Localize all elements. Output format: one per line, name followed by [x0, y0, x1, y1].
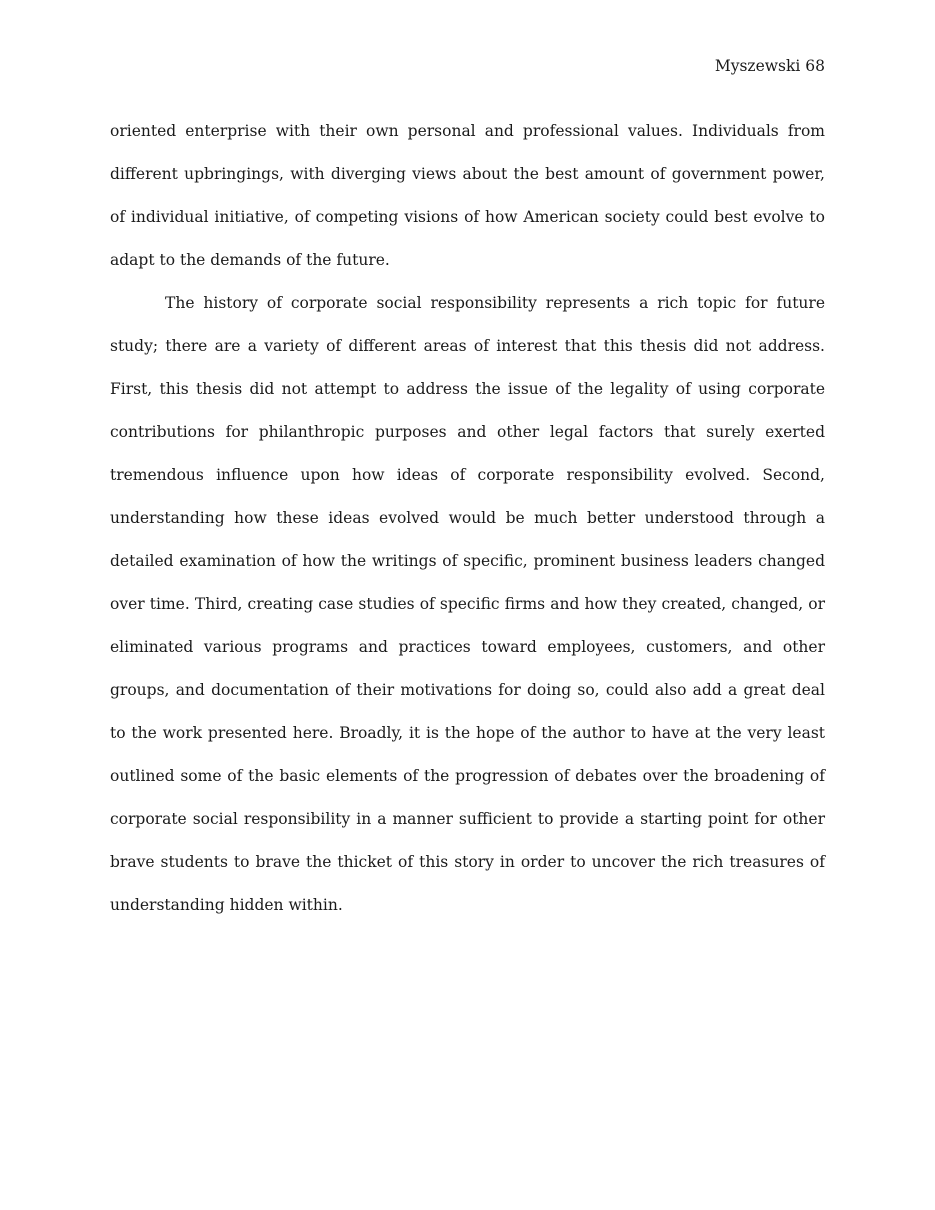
paragraph-continuation: oriented enterprise with their own personal and professional values. Individuals from different upbringings, with diverging views about the best amount of government power, of individual initiative, of competing visions of how American society could best evolve to adapt to the demands of the future. [110, 122, 825, 269]
running-head: Myszewski 68 [714, 57, 825, 75]
body-text [110, 110, 825, 927]
paragraph-future-study: The history of corporate social responsibility represents a rich topic for future study; there are a variety of different areas of interest that this thesis did not address. First, this thesis did not attempt to address the issue of the legality of using corporate contributions for philanthropic purposes and other legal factors that surely exerted tremendous influence upon how ideas of corporate responsibility evolved. Second, understanding how these ideas evolved would be much better understood through a detailed examination of how the writings of specific, prominent business leaders changed over time. Third, creating case studies of specific firms and how they created, changed, or eliminated various programs and practices toward employees, customers, and other groups, and documentation of their motivations for doing so, could also add a great deal to the work presented here. Broadly, it is the hope of the author to have at the very least outlined some of the basic elements of the progression of debates over the broadening of corporate social responsibility in a manner sufficient to provide a starting point for other brave students to brave the thicket of this story in order to uncover the rich treasures of understanding hidden within. [110, 294, 825, 914]
